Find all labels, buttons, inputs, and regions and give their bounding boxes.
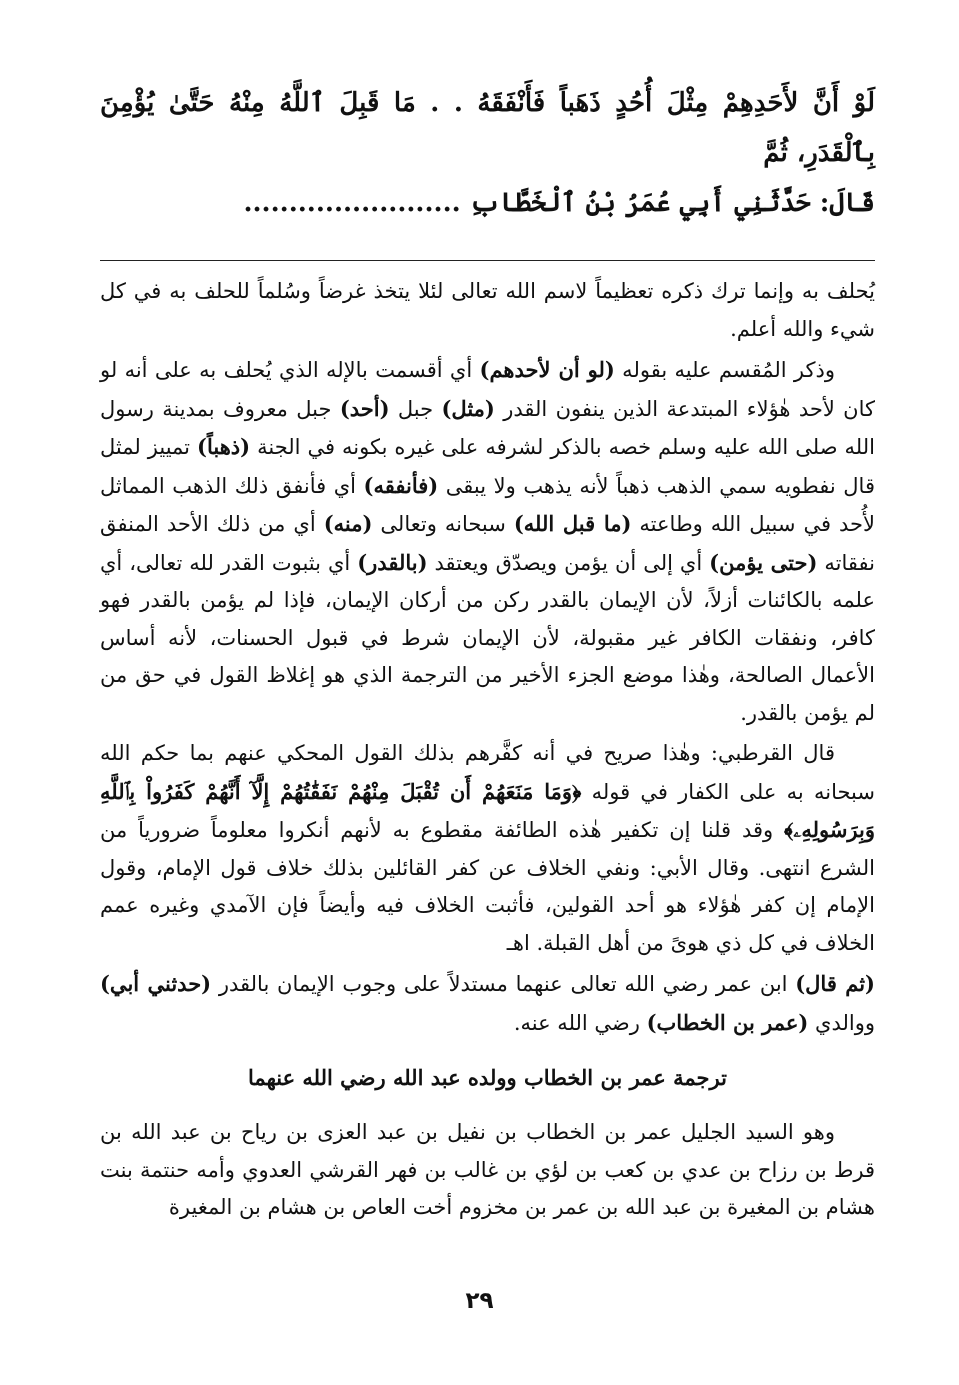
- bold-term: (حدثني أبي): [100, 971, 212, 996]
- bold-term: (بالقدر): [357, 549, 428, 575]
- page-content: [100, 78, 875, 1227]
- bold-term: (عمر بن الخطاب): [646, 1009, 809, 1035]
- section-heading: ترجمة عمر بن الخطاب وولده عبد الله رضي الله عنهما: [248, 1065, 727, 1090]
- bold-term: (أحد): [339, 395, 390, 421]
- footnote-divider: [100, 260, 875, 261]
- page-number: ٢٩: [465, 1288, 494, 1314]
- hadith-line-1: لَوْ أَنَّ لأَحَدِهِمْ مِثْلَ أُحُدٍ ذَهَباً فَأَنْفَقَهُ . . مَا قَبِلَ ٱللَّهُ مِنْهُ حَتَّىٰ يُؤْمِنَ بِٱلْقَدَرِ، ثُمَّ: [100, 88, 875, 168]
- commentary: [100, 273, 875, 1227]
- hadith-line-2: [100, 178, 875, 228]
- bold-term: (ذهباً): [197, 434, 251, 459]
- quran-verse: ﴿وَمَا مَنَعَهُمْ أَن تُقْبَلَ مِنْهُمْ نَفَقَٰتُهُمْ إِلَّآ أَنَّهُمْ كَفَرُواْ بِٱللَّهِ وَبِرَسُولِهِۦ﴾: [100, 778, 875, 842]
- paragraph-3: قال القرطبي: وهٰذا صريح في أنه كفَّرهم بذلك القول المحكي عنهم بما حكم الله سبحانه به على الكفار في قوله ﴿وَمَا مَنَعَهُمْ أَن تُقْبَلَ مِنْهُمْ نَفَقَٰتُهُمْ إِلَّآ أَنَّهُمْ كَفَرُواْ بِٱللَّهِ وَبِرَسُولِهِۦ﴾ وقد قلنا إن تكفير هٰذه الطائفة مقطوع به لأنهم أنكروا معلوماً ضرورياً من الشرع انتهى. وقال الأبي: ونفي الخلاف عن كفر القائلين بذلك خلاف قول الإمام، وقول الإمام إن كفر هٰؤلاء هو أحد القولين، فأثبت الخلاف فيه وأيضاً فإن الآمدي وغيره عمم الخلاف في كل ذي هوىً من أهل القبلة. اهـ: [100, 741, 875, 955]
- hadith-line-2-text: قَالَ: حَدَّثَنِي أَبِي عُمَرُ بْنُ ٱلْخَطَّابِ: [469, 188, 875, 218]
- bold-term: (مثل): [441, 395, 495, 421]
- paragraph-1: يُحلف به وإنما ترك ذكره تعظيماً لاسم الله تعالى لئلا يتخذ غرضاً وسُلماً للحلف به في كل شيء والله أعلم.: [100, 279, 875, 341]
- ellipsis-dots: ........................: [243, 188, 461, 218]
- hadith-text: [100, 78, 875, 228]
- bold-term: (ما قبل الله): [513, 511, 632, 536]
- bold-term: (لو أن لأحدهم): [479, 357, 615, 382]
- paragraph-5: وهو السيد الجليل عمر بن الخطاب بن نفيل بن عبد العزى بن رياح بن عبد الله بن قرط بن رزاح بن عدي بن كعب بن لؤي بن غالب بن فهر القرشي العدوي وأمه حنتمة بنت هشام بن المغيرة بن عبد الله بن عمر بن مخزوم أخت العاص بن هشام بن المغيرة: [100, 1120, 875, 1219]
- bold-term: (حتى يؤمن): [709, 549, 818, 575]
- paragraph-4: (ثم قال) ابن عمر رضي الله تعالى عنهما مستدلاً على وجوب الإيمان بالقدر (حدثني أبي) ووالدي (عمر بن الخطاب) رضي الله عنه.: [100, 971, 875, 1035]
- bold-term: (منه): [323, 511, 373, 536]
- bold-term: (فأنفقه): [363, 472, 439, 498]
- paragraph-2: وذكر المُقسم عليه بقوله (لو أن لأحدهم) أي أقسمت بالإله الذي يُحلف به على أنه لو كان لأحد هٰؤلاء المبتدعة الذين ينفون القدر (مثل) جبل (أحد) جبل معروف بمدينة رسول الله صلى الله عليه وسلم خصه بالذكر لشرفه على غيره بكونه في الجنة (ذهباً) تمييز لمثل قال نفطويه سمي الذهب ذهباً لأنه يذهب ولا يبقى (فأنفقه) أي فأنفق ذلك الذهب المماثل لأُحد في سبيل الله وطاعته (ما قبل الله) سبحانه وتعالى (منه) أي من ذلك الأحد المنفق نفقاته (حتى يؤمن) أي إلى أن يؤمن ويصدّق ويعتقد (بالقدر) أي بثبوت القدر لله تعالى، أي علمه بالكائنات أزلاً، لأن الإيمان بالقدر ركن من أركان الإيمان، فإذا لم يؤمن بالقدر فهو كافر، ونفقات الكافر غير مقبولة، لأن الإيمان شرط في قبول الحسنات، لأنه أساس الأعمال الصالحة، وهٰذا موضع الجزء الأخير من الترجمة الذي هو إغلاظ القول في حق من لم يؤمن بالقدر.: [100, 357, 876, 725]
- bold-term: (ثم قال): [795, 971, 875, 996]
